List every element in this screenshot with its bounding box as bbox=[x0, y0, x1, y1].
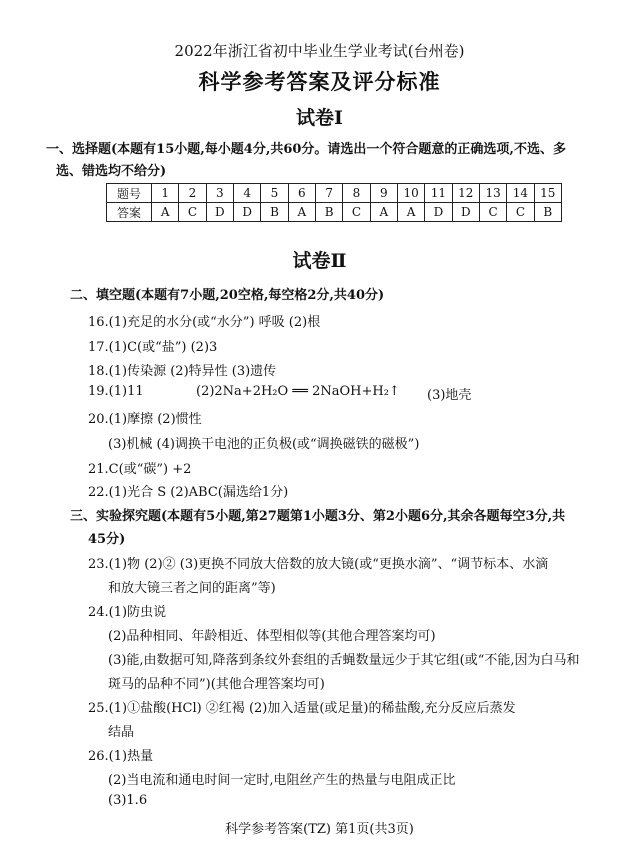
exam-title: 2022年浙江省初中毕业生学业考试(台州卷) bbox=[174, 42, 465, 60]
table-cell: 14 bbox=[507, 184, 534, 203]
answer-q23-line1: 23.(1)物 (2)② (3)更换不同放大倍数的放大镜(或“更换水滴”、“调节标本、水滴 bbox=[88, 557, 549, 572]
table-cell: A bbox=[152, 203, 179, 222]
row-label-number: 题号 bbox=[107, 184, 152, 203]
answer-q23-line2: 和放大镜三者之间的距离”等) bbox=[108, 581, 276, 596]
table-cell: B bbox=[261, 203, 288, 222]
question-number-row bbox=[107, 184, 562, 203]
answer-q26-line2: (2)当电流和通电时间一定时,电阻丝产生的热量与电阻成正比 bbox=[108, 773, 456, 788]
answer-q26-line3: (3)1.6 bbox=[108, 793, 148, 808]
table-cell: 7 bbox=[315, 184, 342, 203]
table-cell: 11 bbox=[425, 184, 452, 203]
answer-q17: 17.(1)C(或“盐”) (2)3 bbox=[88, 340, 218, 355]
choice-instruction: 一、选择题(本题有15小题,每小题4分,共60分。请选出一个符合题意的正确选项,不选、多 bbox=[46, 142, 566, 157]
table-cell: B bbox=[534, 203, 561, 222]
table-cell: A bbox=[370, 203, 397, 222]
table-cell: 12 bbox=[452, 184, 479, 203]
answer-q20-line1: 20.(1)摩擦 (2)惯性 bbox=[88, 412, 202, 427]
answer-q22: 22.(1)光合 S (2)ABC(漏选给1分) bbox=[88, 485, 289, 500]
experiment-heading-cont: 45分) bbox=[88, 532, 126, 547]
part1-title: 试卷Ⅰ bbox=[296, 107, 343, 129]
table-cell: 5 bbox=[261, 184, 288, 203]
answer-q21: 21.C(或“碳”) +2 bbox=[88, 462, 192, 477]
table-cell: D bbox=[425, 203, 452, 222]
table-cell: 9 bbox=[370, 184, 397, 203]
fill-blank-heading: 二、填空题(本题有7小题,20空格,每空格2分,共40分) bbox=[70, 288, 385, 303]
answer-q26-line1: 26.(1)热量 bbox=[88, 749, 154, 764]
choice-instruction-cont: 选、错选均不给分) bbox=[56, 164, 167, 179]
answer-q16: 16.(1)充足的水分(或“水分”) 呼吸 (2)根 bbox=[88, 315, 321, 330]
table-cell: A bbox=[288, 203, 315, 222]
answer-table bbox=[106, 183, 562, 222]
answer-q19-equation: (2)2Na+2H₂O ══ 2NaOH+H₂↑ bbox=[196, 384, 400, 399]
table-cell: C bbox=[179, 203, 206, 222]
answer-q19-part1: 19.(1)11 bbox=[88, 384, 144, 399]
page-footer: 科学参考答案(TZ) 第1页(共3页) bbox=[225, 822, 414, 837]
table-cell: A bbox=[397, 203, 424, 222]
table-cell: 2 bbox=[179, 184, 206, 203]
table-cell: 1 bbox=[152, 184, 179, 203]
table-cell: 10 bbox=[397, 184, 424, 203]
table-cell: 4 bbox=[233, 184, 260, 203]
table-cell: 6 bbox=[288, 184, 315, 203]
table-cell: C bbox=[507, 203, 534, 222]
experiment-heading: 三、实验探究题(本题有5小题,第27题第1小题3分、第2小题6分,其余各题每空3分,共 bbox=[70, 509, 566, 524]
table-cell: C bbox=[479, 203, 506, 222]
table-cell: C bbox=[343, 203, 370, 222]
answer-q25-line1: 25.(1)①盐酸(HCl) ②红褐 (2)加入适量(或足量)的稀盐酸,充分反应后蒸发 bbox=[88, 701, 516, 716]
table-cell: 8 bbox=[343, 184, 370, 203]
table-cell: B bbox=[315, 203, 342, 222]
answer-q24-line4: 斑马的品种不同”)(其他合理答案均可) bbox=[108, 677, 325, 692]
answer-q24-line1: 24.(1)防虫说 bbox=[88, 605, 167, 620]
table-cell: D bbox=[452, 203, 479, 222]
answer-q20-line2: (3)机械 (4)调换干电池的正负极(或“调换磁铁的磁极”) bbox=[108, 437, 420, 452]
answer-row bbox=[107, 203, 562, 222]
table-cell: D bbox=[233, 203, 260, 222]
table-cell: 3 bbox=[206, 184, 233, 203]
table-cell: 15 bbox=[534, 184, 561, 203]
answer-q24-line3: (3)能,由数据可知,降落到条纹外套组的舌蝇数量远少于其它组(或“不能,因为白马和 bbox=[108, 653, 580, 668]
answer-q24-line2: (2)品种相同、年龄相近、体型相似等(其他合理答案均可) bbox=[108, 629, 436, 644]
row-label-answer: 答案 bbox=[107, 203, 152, 222]
answer-q18: 18.(1)传染源 (2)特异性 (3)遗传 bbox=[88, 364, 277, 379]
answer-q25-line2: 结晶 bbox=[108, 725, 135, 740]
table-cell: D bbox=[206, 203, 233, 222]
answer-q19-part3: (3)地壳 bbox=[427, 388, 472, 403]
table-cell: 13 bbox=[479, 184, 506, 203]
part2-title: 试卷Ⅱ bbox=[292, 250, 347, 272]
document-title: 科学参考答案及评分标准 bbox=[198, 69, 441, 94]
